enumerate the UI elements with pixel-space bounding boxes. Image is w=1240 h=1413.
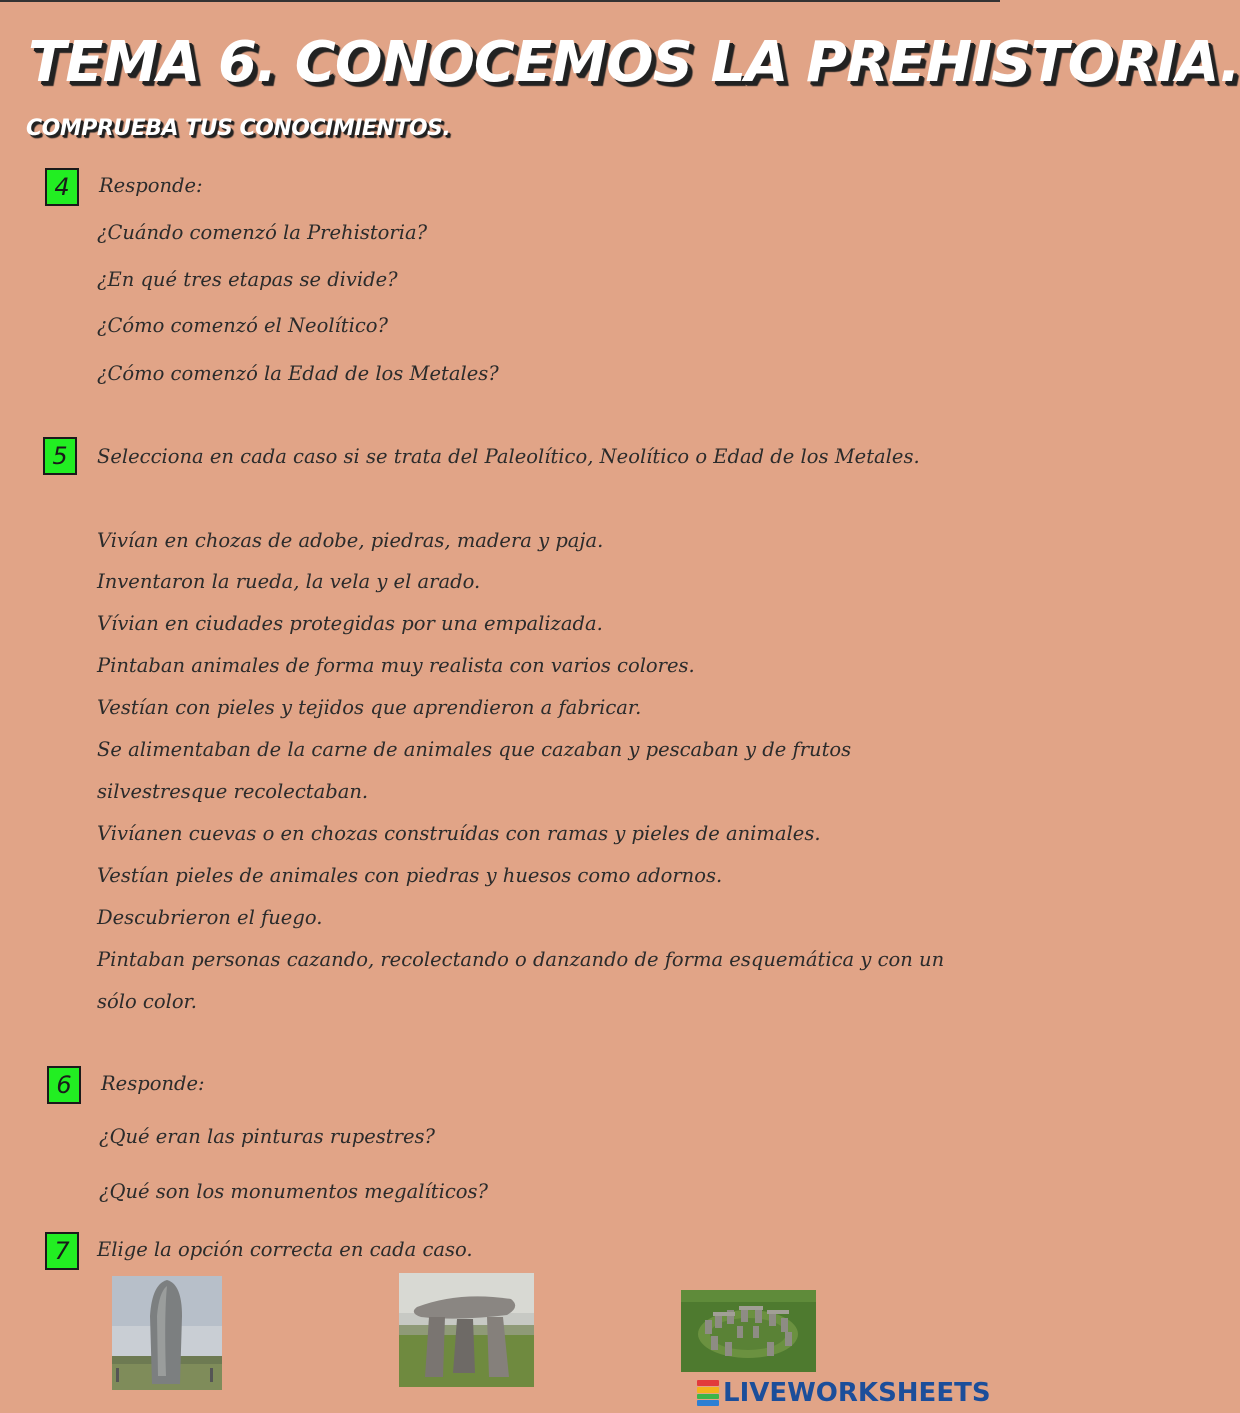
exercise-5-statement: Pintaban animales de forma muy realista con varios colores. xyxy=(97,654,695,677)
exercise-5-statement: Vívian en ciudades protegidas por una empalizada. xyxy=(97,612,603,635)
menhir-photo[interactable] xyxy=(112,1276,222,1390)
exercise-number-6: 6 xyxy=(47,1066,81,1104)
exercise-5-statement: Vestían pieles de animales con piedras y huesos como adornos. xyxy=(97,864,723,887)
exercise-5-statement: Vivíanen cuevas o en chozas construídas con ramas y pieles de animales. xyxy=(97,822,821,845)
exercise-4-question: ¿Cómo comenzó la Edad de los Metales? xyxy=(97,362,499,385)
exercise-4-question: ¿En qué tres etapas se divide? xyxy=(97,268,398,291)
exercise-4-instruction: Responde: xyxy=(99,174,203,197)
top-border-line xyxy=(0,0,1000,2)
dolmen-image xyxy=(399,1273,534,1387)
liveworksheets-logo-text: LIVEWORKSHEETS xyxy=(723,1378,991,1408)
exercise-5-statement: Pintaban personas cazando, recolectando o danzando de forma esquemática y con un xyxy=(97,948,945,971)
liveworksheets-badge-icon xyxy=(697,1380,719,1406)
exercise-4-question: ¿Cómo comenzó el Neolítico? xyxy=(97,314,388,337)
exercise-6-instruction: Responde: xyxy=(101,1072,205,1095)
exercise-5-statement: Vestían con pieles y tejidos que aprendieron a fabricar. xyxy=(97,696,642,719)
cromlech-photo[interactable] xyxy=(681,1290,816,1372)
exercise-5-statement: Descubrieron el fuego. xyxy=(97,906,323,929)
exercise-number-5: 5 xyxy=(43,437,77,475)
menhir-image xyxy=(112,1276,222,1390)
exercise-4-question: ¿Cuándo comenzó la Prehistoria? xyxy=(97,221,428,244)
cromlech-image xyxy=(681,1290,816,1372)
exercise-5-statement: Se alimentaban de la carne de animales que cazaban y pescaban y de frutos xyxy=(97,738,852,761)
exercise-5-statement: sólo color. xyxy=(97,990,197,1013)
exercise-5-statement: Vivían en chozas de adobe, piedras, madera y paja. xyxy=(97,529,604,552)
liveworksheets-logo[interactable] xyxy=(697,1378,991,1408)
exercise-5-statement: Inventaron la rueda, la vela y el arado. xyxy=(97,570,481,593)
exercise-number-7: 7 xyxy=(45,1232,79,1270)
exercise-6-question: ¿Qué son los monumentos megalíticos? xyxy=(99,1180,488,1203)
exercise-number-4: 4 xyxy=(45,168,79,206)
page-subtitle: COMPRUEBA TUS CONOCIMIENTOS. xyxy=(26,116,451,141)
exercise-6-question: ¿Qué eran las pinturas rupestres? xyxy=(99,1125,435,1148)
exercise-5-instruction: Selecciona en cada caso si se trata del Paleolítico, Neolítico o Edad de los Metales. xyxy=(97,445,920,468)
dolmen-photo[interactable] xyxy=(399,1273,534,1387)
page-title: TEMA 6. CONOCEMOS LA PREHISTORIA. xyxy=(28,30,1240,95)
exercise-5-statement: silvestresque recolectaban. xyxy=(97,780,369,803)
exercise-7-instruction: Elige la opción correcta en cada caso. xyxy=(97,1238,473,1261)
